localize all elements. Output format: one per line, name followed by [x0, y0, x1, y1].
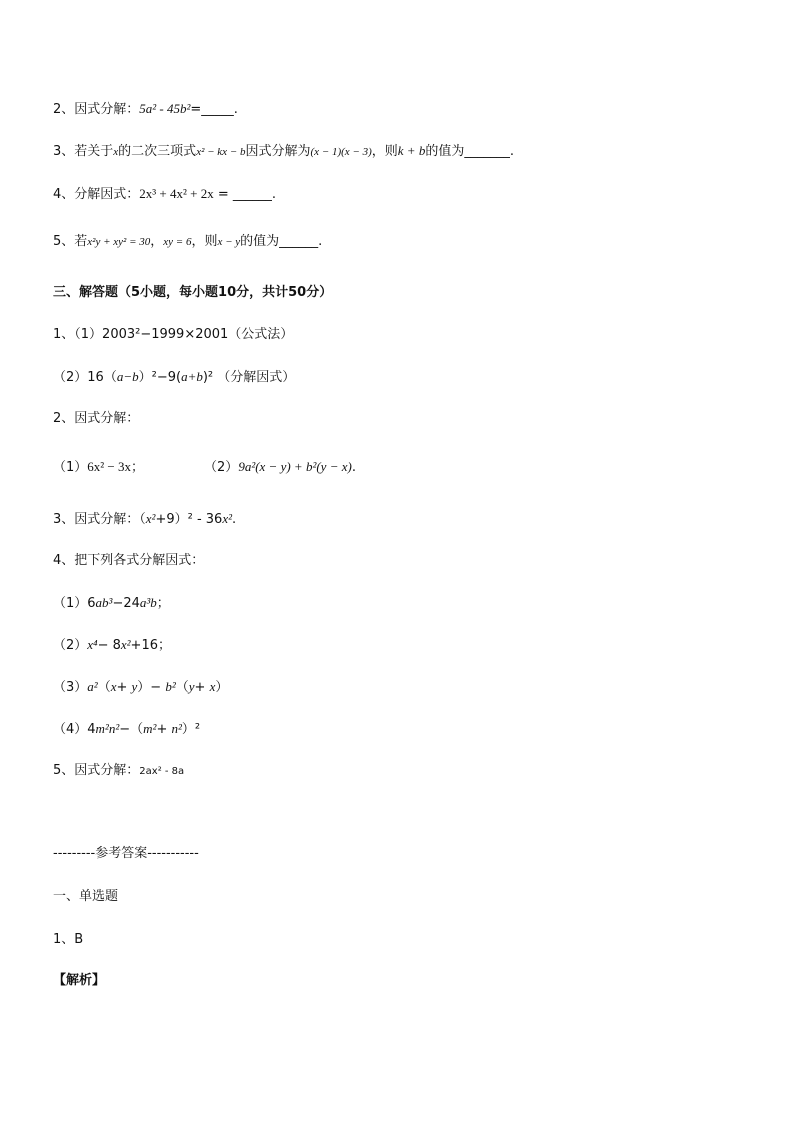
text-segment: .	[351, 460, 356, 475]
text-segment: )² （分解因式）	[202, 370, 296, 385]
text-segment: （	[97, 680, 111, 695]
text-segment: （1）	[53, 460, 88, 475]
math-expression: a+b	[181, 369, 203, 384]
math-expression: x²	[120, 637, 131, 652]
text-segment: （4）4	[53, 722, 96, 737]
text-segment: 的值为______.	[240, 234, 323, 249]
text-segment: 因式分解为	[245, 144, 311, 159]
text-segment: +9）² - 36	[155, 512, 223, 527]
line-q2-5	[53, 234, 322, 250]
text-segment: +	[116, 680, 132, 695]
line-q3-3	[53, 511, 236, 528]
text-segment: +	[156, 722, 172, 737]
math-expression: 6x² − 3x	[87, 459, 132, 474]
text-segment: 的值为_______.	[425, 144, 514, 159]
line-q3-1-1	[53, 327, 293, 343]
text-segment: 1、（1）2003²−1999×2001（公式法）	[53, 327, 294, 342]
line-section3-title	[53, 285, 332, 301]
line-q3-4-4	[53, 721, 200, 738]
line-analysis-label	[53, 973, 105, 989]
line-q3-4-1	[53, 595, 170, 612]
text-segment: 【解析】	[53, 973, 106, 988]
text-segment: ；	[156, 596, 170, 611]
text-segment: （2）16（	[53, 370, 117, 385]
text-segment: （3）	[53, 680, 88, 695]
math-expression: x	[113, 146, 119, 158]
text-segment: 3、因式分解：（	[53, 512, 146, 527]
math-expression: x²	[145, 511, 156, 526]
text-segment: ）²	[181, 722, 201, 737]
math-expression: x²y + xy² = 30	[87, 236, 151, 248]
math-expression: 9a²(x − y) + b²(y − x)	[238, 459, 352, 474]
math-expression: x	[110, 679, 117, 694]
line-answer-divider	[53, 846, 199, 862]
math-expression: b²	[165, 679, 176, 694]
text-segment: ，	[150, 234, 164, 249]
line-answer-section1	[53, 889, 118, 905]
math-expression: 2ax² - 8a	[139, 766, 185, 777]
math-expression: x² − kx − b	[196, 146, 246, 158]
text-segment: （1）6	[53, 596, 96, 611]
line-q3-5	[53, 763, 184, 780]
text-segment: +	[194, 680, 210, 695]
math-expression: m²n²	[95, 721, 120, 736]
text-segment: 3、若关于	[53, 144, 114, 159]
text-segment: − 8	[97, 638, 121, 653]
text-segment: 三、解答题（5小题，每小题10分，共计50分）	[53, 285, 333, 300]
text-segment: +16；	[130, 638, 171, 653]
math-expression: x − y	[217, 236, 241, 248]
math-expression: n²	[171, 721, 182, 736]
line-q2-4	[53, 186, 276, 203]
text-segment: 1、B	[53, 932, 84, 947]
text-segment: 一、单选题	[53, 889, 119, 904]
math-expression: ab³	[95, 595, 113, 610]
math-expression: y	[188, 679, 195, 694]
text-segment: （2）	[204, 460, 239, 475]
text-segment: 5、因式分解：	[53, 763, 140, 778]
text-segment: = ______.	[213, 187, 277, 202]
text-segment: ；	[131, 460, 145, 475]
math-expression: (x − 1)(x − 3)	[310, 146, 372, 158]
text-segment: （2）	[53, 638, 88, 653]
line-q3-2	[53, 411, 139, 427]
line-q2-2	[53, 101, 238, 118]
line-q3-2-parts	[53, 459, 356, 476]
line-q3-4-3	[53, 679, 228, 696]
text-segment: ）	[215, 680, 229, 695]
math-expression: a²	[87, 679, 98, 694]
math-expression: x²	[222, 511, 232, 526]
text-segment: ---------参考答案-----------	[53, 846, 199, 861]
math-expression: 2x³ + 4x² + 2x	[139, 186, 214, 201]
math-expression: m²	[143, 721, 157, 736]
math-expression: x⁴	[87, 637, 98, 652]
text-segment: 2、因式分解：	[53, 102, 140, 117]
text-segment: =_____.	[190, 102, 238, 117]
text-segment: 4、分解因式：	[53, 187, 140, 202]
math-expression: xy = 6	[163, 236, 192, 248]
math-expression: 5a² - 45b²	[139, 101, 191, 116]
text-segment: ，则	[191, 234, 218, 249]
text-segment: 的二次三项式	[118, 144, 197, 159]
text-segment: −24	[112, 596, 140, 611]
text-segment: ）−	[137, 680, 166, 695]
text-segment: ，则	[371, 144, 398, 159]
line-q2-3	[53, 143, 514, 160]
math-expression: x	[209, 679, 216, 694]
math-expression: y	[131, 679, 138, 694]
text-segment: ）²−9(	[138, 370, 182, 385]
text-segment: .	[232, 512, 237, 527]
text-segment: （	[175, 680, 189, 695]
text-segment: 2、因式分解：	[53, 411, 140, 426]
line-q3-4-2	[53, 637, 171, 654]
line-q3-1-2	[53, 369, 295, 386]
text-segment: 4、把下列各式分解因式：	[53, 553, 205, 568]
math-expression: a−b	[116, 369, 139, 384]
line-answer-1	[53, 932, 83, 948]
line-q3-4	[53, 553, 204, 569]
math-expression: a³b	[139, 595, 157, 610]
text-segment: 5、若	[53, 234, 88, 249]
text-segment: −（	[119, 722, 144, 737]
math-expression: k + b	[397, 143, 426, 158]
